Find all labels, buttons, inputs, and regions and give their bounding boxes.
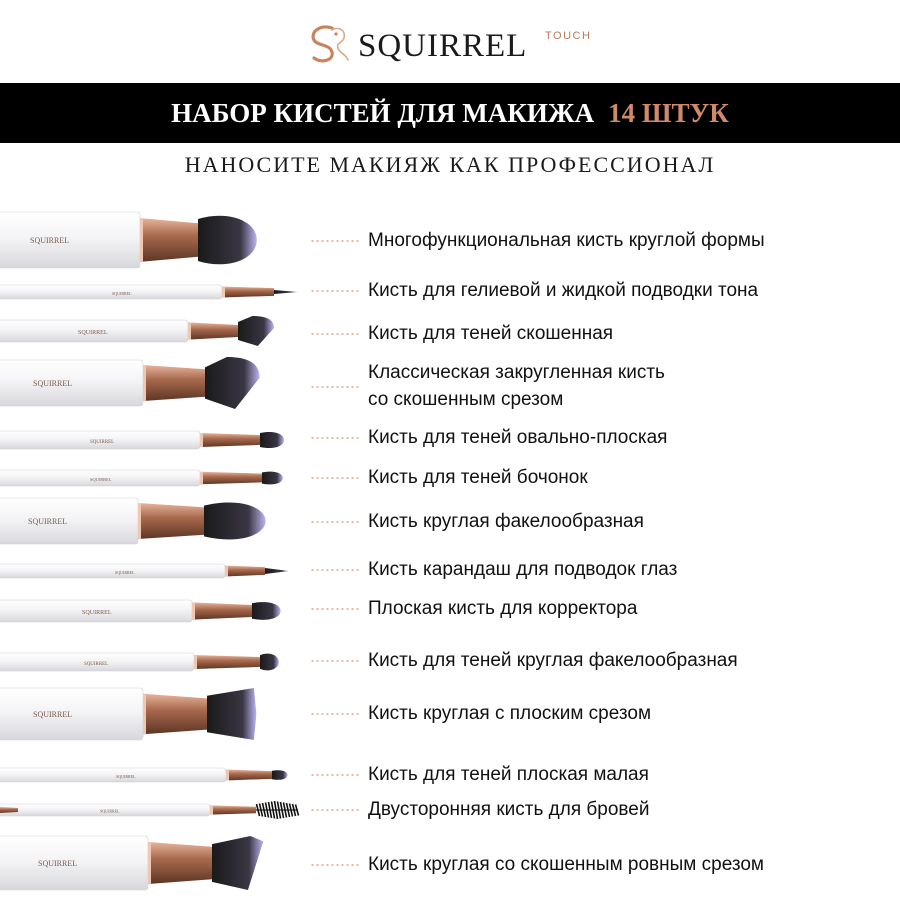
dotted-connector bbox=[310, 569, 360, 571]
brush-illustration bbox=[0, 557, 340, 585]
makeup-brush-icon bbox=[0, 205, 340, 275]
page-subtitle: НАНОСИТЕ МАКИЯЖ КАК ПРОФЕССИОНАЛ bbox=[184, 152, 716, 177]
brush-illustrations bbox=[0, 0, 360, 900]
dotted-connector bbox=[310, 864, 360, 866]
brush-stamp-text: SQUIRREL bbox=[30, 236, 70, 245]
makeup-brush-icon bbox=[0, 350, 340, 416]
dotted-connector bbox=[310, 240, 360, 242]
brush-illustration bbox=[0, 829, 340, 897]
dotted-connector bbox=[310, 290, 360, 292]
brush-label: Кисть для теней скошенная bbox=[368, 322, 614, 344]
brush-stamp-text: SQUIRREL bbox=[115, 569, 135, 575]
brush-label: Кисть для теней овально-плоская bbox=[368, 426, 668, 448]
dotted-connector bbox=[310, 477, 360, 479]
brush-stamp-text: SQUIRREL bbox=[90, 440, 115, 445]
brush-label: Плоская кисть для корректора bbox=[368, 597, 638, 619]
brush-stamp-text: SQUIRREL bbox=[116, 773, 136, 779]
makeup-brush-icon bbox=[0, 795, 340, 825]
brush-illustration bbox=[0, 350, 340, 416]
makeup-brush-icon bbox=[0, 593, 340, 629]
dotted-connector bbox=[310, 333, 360, 335]
brush-illustration bbox=[0, 795, 340, 825]
brush-illustration bbox=[0, 491, 340, 551]
makeup-brush-icon bbox=[0, 646, 340, 678]
brush-label: Кисть для теней плоская малая bbox=[368, 763, 649, 785]
makeup-brush-icon bbox=[0, 309, 340, 353]
makeup-brush-icon bbox=[0, 557, 340, 585]
logo-touch-text: TOUCH bbox=[545, 30, 592, 42]
dotted-connector bbox=[310, 386, 360, 388]
brush-stamp-text: SQUIRREL bbox=[82, 610, 112, 616]
makeup-brush-icon bbox=[0, 423, 340, 457]
brush-label: Кисть круглая с плоским срезом bbox=[368, 702, 652, 724]
brush-stamp-text: SQUIRREL bbox=[33, 710, 73, 719]
brush-stamp-text: SQUIRREL bbox=[90, 477, 112, 482]
brush-illustration bbox=[0, 646, 340, 678]
dotted-connector bbox=[310, 521, 360, 523]
brush-stamp-text: SQUIRREL bbox=[33, 379, 73, 388]
brush-stamp-text: SQUIRREL bbox=[112, 290, 132, 296]
brush-label: Многофункциональная кисть круглой формы bbox=[368, 229, 765, 251]
makeup-brush-icon bbox=[0, 829, 340, 897]
dotted-connector bbox=[310, 608, 360, 610]
brush-illustration bbox=[0, 681, 340, 747]
brush-illustration bbox=[0, 463, 340, 493]
makeup-brush-icon bbox=[0, 681, 340, 747]
brush-label: Кисть карандаш для подводок глаз bbox=[368, 558, 678, 580]
dotted-connector bbox=[310, 713, 360, 715]
logo-wordmark: SQUIRREL bbox=[358, 28, 528, 64]
brush-label: Кисть для теней бочонок bbox=[368, 466, 588, 488]
brush-stamp-text: SQUIRREL bbox=[100, 808, 120, 814]
makeup-brush-icon bbox=[0, 278, 340, 306]
brush-illustration bbox=[0, 278, 340, 306]
brush-stamp-text: SQUIRREL bbox=[28, 517, 68, 526]
makeup-brush-icon bbox=[0, 463, 340, 493]
brush-illustration bbox=[0, 205, 340, 275]
dotted-connector bbox=[310, 774, 360, 776]
makeup-brush-icon bbox=[0, 761, 340, 789]
brush-label: Кисть для гелиевой и жидкой подводки тона bbox=[368, 279, 759, 301]
brush-illustration bbox=[0, 593, 340, 629]
brush-label: Кисть для теней круглая факелообразная bbox=[368, 649, 738, 671]
brush-stamp-text: SQUIRREL bbox=[38, 859, 78, 868]
banner-count: 14 ШТУК bbox=[608, 98, 729, 128]
brush-label: Двусторонняя кисть для бровей bbox=[368, 798, 650, 820]
dotted-connector bbox=[310, 809, 360, 811]
brush-label: Кисть круглая факелообразная bbox=[368, 510, 644, 532]
brush-illustration bbox=[0, 309, 340, 353]
dotted-connector bbox=[310, 660, 360, 662]
brush-illustration bbox=[0, 761, 340, 789]
brush-label: Классическая закругленная кисть со скошенным срезом bbox=[368, 362, 665, 410]
dotted-connector bbox=[310, 437, 360, 439]
brush-stamp-text: SQUIRREL bbox=[84, 662, 109, 667]
brush-stamp-text: SQUIRREL bbox=[78, 330, 108, 336]
banner-title: НАБОР КИСТЕЙ ДЛЯ МАКИЖА bbox=[171, 98, 595, 128]
makeup-brush-icon bbox=[0, 491, 340, 551]
brush-illustration bbox=[0, 423, 340, 457]
brush-label: Кисть круглая со скошенным ровным срезом bbox=[368, 853, 764, 875]
